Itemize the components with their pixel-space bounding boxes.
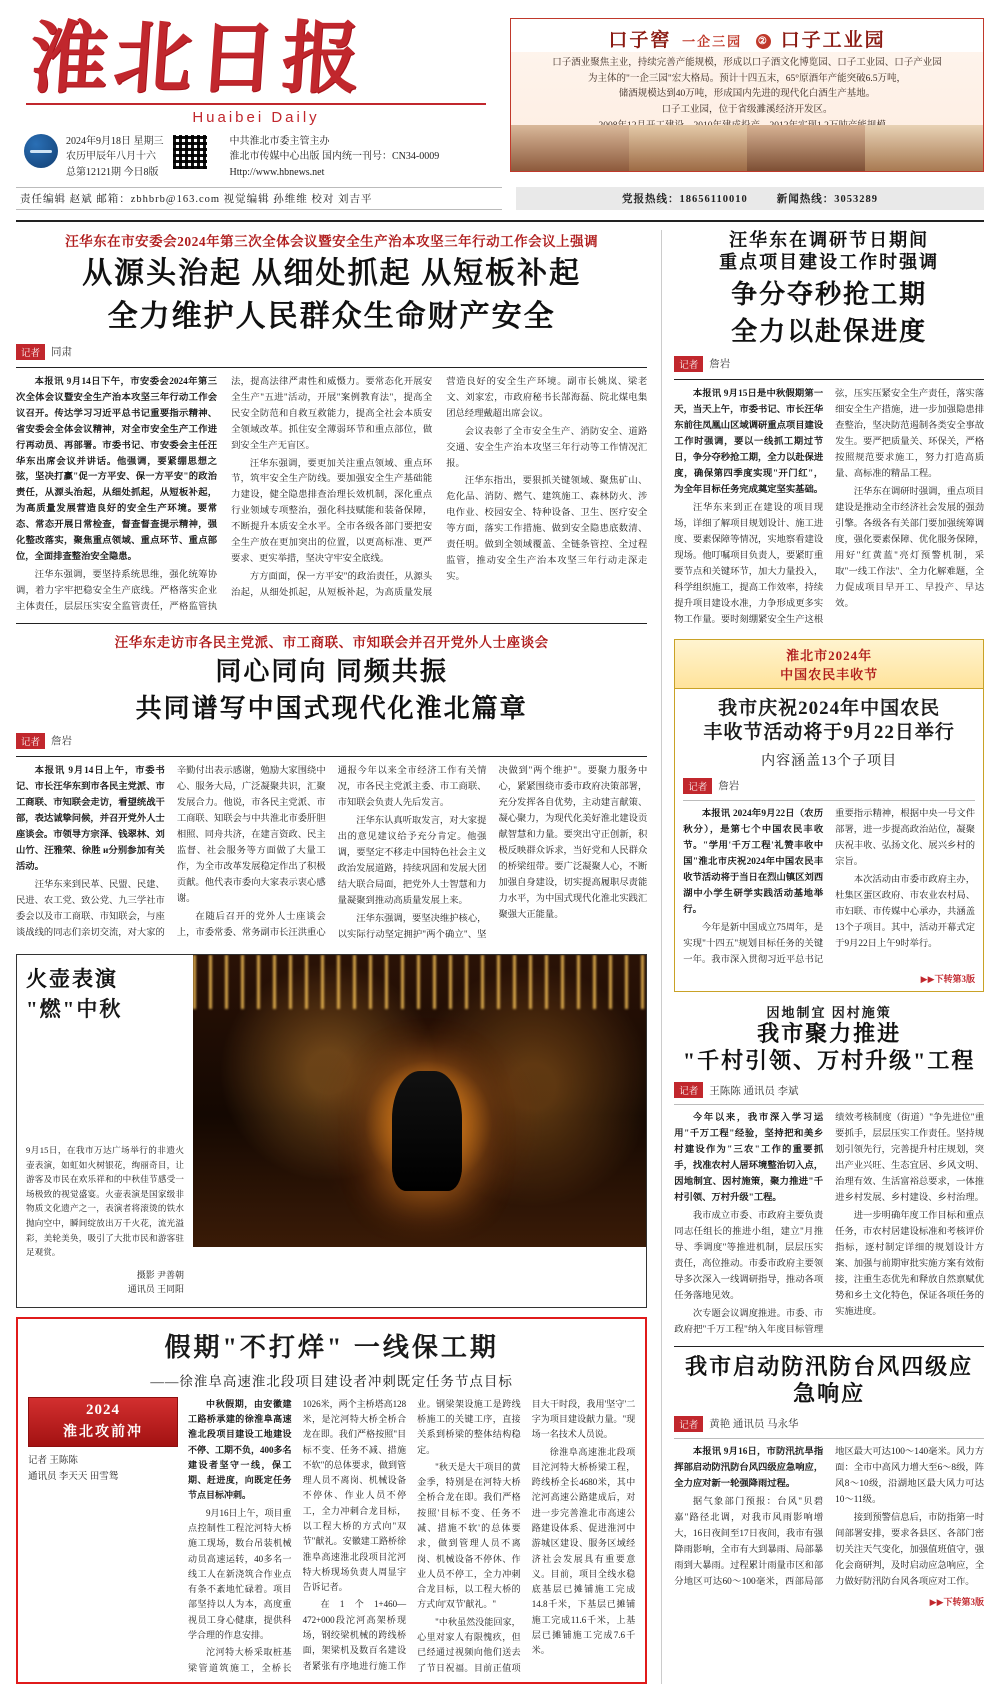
lead-headline-1: 从源头治起 从细处抓起 从短板补起	[82, 257, 582, 291]
right-story4-rule	[674, 1438, 984, 1439]
highlight-paragraph-6: "中秋虽然没能回家，心里对家人有限愧疚，但已经通过视频向他们送去了节日祝福。目前正值项目大干时段，我用'坚守'二字为项目建设献力量。"现场一名技术人员说。	[417, 1398, 636, 1673]
right-story4-paragraph-3: 接到预警信息后，市防指第一时间部署安排，要求各县区、各部门密切关注天气变化，加强值班值守，强化会商研判，及时启动应急响应，全力做好防汛防台风各项应对工作。	[835, 1512, 984, 1587]
festival-title-2: 丰收节活动将于9月22日举行	[703, 722, 955, 744]
qr-code-icon[interactable]	[172, 134, 208, 170]
right-story1-kicker-1: 汪华东在调研节日期间	[729, 230, 930, 251]
second-kicker: 汪华东走访市各民主党派、市工商联、市知联会并召开党外人士座谈会	[114, 635, 549, 651]
photo-corr-label: 通讯员	[127, 1284, 155, 1295]
right-story1-kicker-2: 重点项目建设工作时强调	[719, 252, 940, 273]
right-story1-rule	[674, 379, 984, 380]
right-story1-paragraph-1: 本报讯 9月15日是中秋假期第一天，当天上午，市委书记、市长汪华东前往凤凰山区域调研重点项目建设工作时强调，要以一线抓工期过节日，争分夺秒抢工期，全力以赴保进度，确保第四季度实现"开门红"，为全年目标任务完成奠定坚实基础。	[674, 388, 824, 495]
right-story1-headline-1: 争分夺秒抢工期	[731, 280, 928, 310]
party-hotline: 党报热线：18656110010	[622, 194, 748, 206]
highlight-box	[16, 1317, 647, 1684]
festival-body	[675, 689, 983, 991]
second-body	[16, 764, 647, 944]
lead-paragraph-2: 汪华东强调，要坚持系统思维，强化统筹协调，着力字牢把稳安全生产底线。严格落实企业主体责任，层层压实安全监管责任，严格监管执法，提高法律严肃性和威慑力。要常态化开展安全生产"五进"活动，开展"案例教育法"，提高全民安全防范和自救互救能力，提高全社会本质安全领域改革。抓住安全薄弱环节和重点部位，做到安全生产无盲区。	[16, 376, 433, 613]
ad-brand-left: 口子窖	[608, 30, 672, 51]
byline-correspondents: 通讯员 李天天 田雪鸳	[28, 1471, 119, 1482]
right-story3-kicker: 因地制宜 因村施策	[766, 1004, 892, 1020]
right-story3-byline	[674, 1082, 984, 1098]
photo-title-line-2: "燃"中秋	[26, 996, 123, 1021]
highlight-paragraph-2: 9月16日上午，项目重点控制性工程沱河特大桥施工现场，数台吊装机械动员高速运转，40多名一线工人在新浇筑合作业点有条不紊地忙碌着。项目部坚持以人为本，高度重视员工身心健康，提供科学合理的作息安排。	[188, 1507, 292, 1641]
festival-banner-line-2: 中国农民丰收节	[780, 666, 879, 682]
byline-name: 黄艳 通讯员 马永华	[709, 1419, 799, 1431]
highlight-subtitle: ——徐淮阜高速淮北段项目建设者冲刺既定任务节点目标	[150, 1373, 513, 1389]
ad-line-2: 为主体的"一企三园"宏大格局。预计十四五末，65°原酒年产能突破6.5万吨，	[588, 73, 906, 84]
second-headline-1: 同心同向 同频共振	[215, 657, 448, 687]
festival-rule	[683, 800, 975, 801]
right-story1-paragraph-3: 汪华东在调研时强调，重点项目建设是推动全市经济社会发展的强劲引擎。各级各有关部门要加强统筹调度，强化要素保障、优化服务保障，用好"红黄蓝"亮灯预警机制，采取"一线工作法"、全力化解难题，全力促成项目早开工、早投产、早达效。	[835, 486, 984, 609]
highlight-paragraph-5: "秋天是大干项目的黄金季，特别是在河特大桥全桥合龙在即。我们严格按照'目标不变、任务不减、措施不软'的总体要求，做到管理人员不离岗、机械设备不停休、作业人员不停工，全力冲刺合龙目标，以工程大桥的方式向'双节'献礼。"	[417, 1461, 521, 1610]
left-column	[16, 230, 647, 1684]
ad-photo-4	[865, 125, 983, 171]
ad-line-4: 口子工业园，位于省级濉溪经济开发区。	[661, 105, 833, 116]
highlight-byline	[28, 1453, 178, 1485]
right-story3-paragraph-3: 次专题会议调度推进。市委、市政府把"千万工程"纳入年度目标管理绩效考核制度（街道）"争先进位"重要抓手，层层压实工作责任。坚持规划引领先行，完善提升村庄规划，突出产业兴旺、生态宜居、乡风文明、治理有效、生活富裕总要求，一体推进乡村发展、乡村建设、乡村治理。	[674, 1113, 984, 1336]
right-story1-paragraph-2: 汪华东来到正在建设的项目现场，详细了解项目规划设计、施工进度、要素保障等情况，实地察看建设现场。他叮嘱项目负责人，要紧盯重要节点和关键环节，加大力量投入，科学组织施工，提高工作效率，持续提升项目建设水准，力争形成更多实物工作量。要时刻绷紧安全生产这根弦，压实压紧安全生产责任，落实落细安全生产措施，进一步加强隐患排查整治，坚决防范遏制各类安全事故发生。要严把质量关、环保关，严格按照规范要求施工，努力打造高质量、高标准的精品工程。	[674, 388, 984, 625]
byline-tag: 记者	[674, 356, 703, 372]
ad-photo-strip	[511, 125, 983, 171]
lead-paragraph-6: 汪华东指出，要狠抓关键领域、聚焦矿山、危化品、消防、燃气、建筑施工、森林防火、涉电作业、校园安全、特种设备、卫生、医疗安全等方面，落实工作措施、做到安全隐患底数清、责任明。做到全领域覆盖、全链条管控、全过程监管，推动安全生产治本攻坚三年行动走深走实。	[446, 476, 648, 583]
campaign-badge	[28, 1397, 178, 1447]
globe-icon	[24, 134, 58, 168]
highlight-body	[28, 1397, 635, 1676]
lead-paragraph-3: 汪华东强调，要更加关注重点领域、重点环节，筑牢安全生产防线。要加强安全生产基础能力建设，健全隐患排查治理长效机制，深化重点行业领域专项整治，强化科技赋能和装备保障，不断提升本质安全水平。全市各级各部门要把安全生产放在更加突出的位置，以更高标准、更严要求、更实举措，坚决守牢安全底线。	[231, 458, 433, 565]
right-story3-paragraph-1: 今年以来，我市深入学习运用"千万工程"经验，坚持把和美乡村建设作为"三农"工作的重要抓手，找准农村人居环境整治切入点，因地制宜、因村施策，聚力推进"千村引领、万村升级"工程。	[674, 1113, 824, 1204]
ad-brand-circle: ②	[756, 34, 771, 49]
lead-kicker: 汪华东在市安委会2024年第三次全体会议暨安全生产治本攻坚三年行动工作会议上强调	[65, 234, 599, 250]
photo-feature	[16, 954, 647, 1308]
festival-paragraph-2: 今年是新中国成立75周年，是实现"十四五"规划目标任务的关键一年。我市深入贯彻习近平总书记重要指示精神，根据中央一号文件部署，进一步提高政治站位，凝聚庆祝丰收、弘扬文化、展兴乡村的宗旨。	[683, 808, 975, 965]
ad-photo-3	[747, 125, 865, 171]
publisher-line-3: Http://www.hbnews.net	[229, 166, 325, 178]
photo-title-line-1: 火壶表演	[26, 966, 118, 991]
lead-body	[16, 375, 647, 617]
masthead-left	[16, 15, 496, 180]
right-story3-paragraph-4: 进一步明确年度工作目标和重点任务，市农村居建设标准和考核评价指标，逐村制定详细的规划设计方案、加强与前期审批实施方案有效衔接，注重生态优先和释放自然禀赋优势和乡土文化特色，保证各项任务的实施进度。	[835, 1211, 984, 1318]
masthead-advertisement	[510, 18, 984, 172]
lead-byline	[16, 344, 647, 360]
right-story3-rule	[674, 1104, 984, 1105]
highlight-text	[188, 1397, 635, 1676]
right-story3-body	[674, 1111, 984, 1339]
highlight-paragraph-4: 在1个1+460—472+000段沱河高架桥现场，钢绞梁机械的跨线桥面，架梁机及数百名建设者紧张有序地进行施工作业。钢梁架设施工是跨线桥施工的关键工序，直接关系到桥梁的整体结构稳定。	[302, 1398, 521, 1671]
second-paragraph-5: 汪华东强调，要坚决维护核心，以实际行动坚定拥护"两个确立"、坚决做到"两个维护"。要聚力服务中心，紧紧围绕市委市政府决策部署，充分发挥各自优势，主动建言献策、凝心聚力，为现代化美好淮北建设贡献智慧和力量。要突出守正创新，积极反映群众诉求，当好党和人民群众的桥梁纽带。要广泛凝聚人心，不断加强自身建设，切实提高履职尽责能力水平，为中国式现代化淮北实践汇聚强大正能量。	[337, 765, 648, 940]
festival-paragraph-1: 本报讯 2024年9月22日（农历秋分），是第七个中国农民丰收节。"学用'千万工程'礼赞丰收中国"淮北市庆祝2024年中国农民丰收节活动将于当日在烈山镇区刘西湖中小学生研学实践活动基地举行。	[683, 808, 824, 915]
lead-headline-2: 全力维护人民群众生命财产安全	[107, 299, 556, 333]
second-headline-2: 共同谱写中国式现代化淮北篇章	[135, 694, 528, 724]
photo-credit	[26, 1268, 184, 1297]
ad-photo-2	[629, 125, 747, 171]
right-story4-paragraph-2: 据气象部门预报：台风"贝碧嘉"路径北调，对我市风雨影响增大，16日夜间至17日夜间，我市有强降雨影响，全市有大到暴雨、局部暴雨到大暴雨。过程累计雨量市区和部分地区可达60～100毫米，西部局部地区最大可达100～140毫米。风力方面：全市中高风力增大至6～8级，阵风8～10级，沿湖地区最大风力可达10～11级。	[674, 1446, 984, 1587]
right-story4-top-rule	[674, 1346, 984, 1347]
festival-jump-line[interactable]: ▶▶下转第3版	[920, 973, 975, 984]
highlight-paragraph-3: 沱河特大桥采取桩基梁管道筑施工，全桥长1026米，两个主桥塔高128米，是沱河特大桥全桥合龙在即。我们严格按照"目标不变、任务不减、措施不软"的总体要求，做到管理人员不离岗、机械设备不停休、作业人员不停工，全力冲刺合龙目标，以工程大桥的方式向"双节"献礼。安徽建工路桥徐淮阜高速淮北段项目沱河特大桥现场负责人周显宇告诉记者。	[188, 1398, 407, 1673]
festival-text	[683, 807, 975, 969]
date-block	[66, 134, 164, 181]
right-column	[661, 230, 984, 1684]
right-story3-paragraph-2: 我市成立市委、市政府主要负责同志任组长的推进小组，建立"月推导、季调度"等推进机制，层层压实责任，高位推动。市委市政府主要领导多次深入一线调研指导，推动各项任务落地见效。	[674, 1211, 824, 1302]
campaign-year: 2024	[86, 1401, 120, 1418]
byline-tag: 记者	[28, 1455, 48, 1466]
right-story1-headline-2: 全力以赴保进度	[731, 317, 928, 347]
photo-credit-name: 尹善朝	[156, 1269, 184, 1280]
right-story4-headline: 我市启动防汛防台风四级应急响应	[685, 1354, 974, 1406]
right-story4-body	[674, 1445, 984, 1592]
campaign-slogan: 淮北攻前冲	[63, 1424, 143, 1440]
masthead-info	[16, 134, 496, 181]
date-line-2: 农历甲辰年八月十六	[66, 151, 156, 163]
second-paragraph-3: 在随后召开的党外人士座谈会上，市委常委、常务副市长汪洪重心通报今年以来全市经济工作有关情况，市各民主党派主委、市工商联、市知联会负责人先后发言。	[176, 765, 487, 938]
byline-name: 同肃	[51, 347, 73, 359]
ad-brand-mid: 一企三园	[682, 34, 743, 49]
newspaper-pinyin: Huaibei Daily	[192, 108, 320, 126]
festival-banner-line-1: 淮北市2024年	[786, 647, 873, 663]
festival-byline	[683, 778, 975, 794]
byline-name: 詹岩	[718, 781, 740, 793]
newspaper-title: 淮北日报	[26, 15, 370, 102]
highlight-left	[28, 1397, 178, 1676]
date-line-1: 2024年9月18日 星期三	[66, 135, 164, 147]
byline-tag: 记者	[16, 344, 45, 360]
festival-subtitle: 内容涵盖13个子项目	[761, 753, 898, 769]
ad-brand-right: 口子工业园	[780, 30, 886, 51]
ad-photo-1	[511, 125, 629, 171]
lead-paragraph-5: 会议表彰了全市安全生产、消防安全、道路交通、安全生产治本攻坚三年行动等工作情况汇报。	[446, 426, 648, 469]
second-paragraph-2: 汪华东来到民革、民盟、民建、民进、农工党、致公党、九三学社市委会以及市工商联、市知联会，与座谈战线的同志们亲切交流，对大家的辛勤付出表示感谢，勉励大家围绕中心、服务大局，广泛凝聚共识，汇聚发展合力。他说，市各民主党派、市工商联、知联会与中共淮北市委肝胆相照、同舟共济，在建言资政、民主监督、社会服务等方面做了大量工作，为全市改革发展稳定作出了积极贡献。他代表市委向大家表示衷心感谢。	[16, 765, 326, 938]
ad-line-1: 口子酒业聚焦主业，持续完善产能规模，形成以口子酒文化博览园、口子工业园、口子产业园	[552, 58, 942, 68]
byline-tag: 记者	[16, 733, 45, 749]
photo-credit-label: 摄影	[136, 1269, 155, 1280]
ad-header	[511, 19, 983, 52]
byline-tag: 记者	[674, 1416, 703, 1432]
byline-name: 王陈陈	[49, 1455, 78, 1466]
right-story1-byline	[674, 356, 984, 372]
staff-line: 责任编辑 赵斌 邮箱：zbhbrb@163.com 视觉编辑 孙维维 校对 刘吉平	[16, 187, 502, 210]
right-story4-jump-line[interactable]: ▶▶下转第3版	[929, 1596, 984, 1607]
lead-paragraph-1: 本报讯 9月14日下午，市安委会2024年第三次全体会议暨安全生产治本攻坚三年行动工作会议召开。传达学习习近平总书记重要指示精神、省安委会全体会议精神，对全市安全生产工作进行再动员、再部署。市委书记、市安委会主任汪华东出席会议并讲话。他强调，要紧绷思想之弦，坚决打赢"促一方平安、保一方平安"的政治责任，从源头治起，从细处抓起，从短板补起，为高质量发展营造良好的安全生产环境。要常态、常态开展日常检查，督查督查提示精神，强化整改落实，聚焦重点领域、重点环节、重点部位，全面排查整治安全隐患。	[16, 376, 218, 563]
publisher-block	[230, 134, 440, 181]
right-story3-headline-1: 我市聚力推进	[757, 1020, 902, 1046]
festival-title-1: 我市庆祝2024年中国农民	[718, 697, 941, 719]
right-story4-byline	[674, 1416, 984, 1432]
byline-name: 詹岩	[51, 736, 73, 748]
publisher-line-1: 中共淮北市委主管主办	[229, 135, 330, 147]
second-byline	[16, 733, 647, 749]
byline-name: 王陈陈 通讯员 李斌	[709, 1085, 799, 1097]
second-rule	[16, 756, 647, 757]
fire-pot-performance-photo	[193, 955, 646, 1247]
story2-top-rule	[16, 623, 647, 624]
highlight-paragraph-1: 中秋假期，由安徽建工路桥承建的徐淮阜高速淮北段项目建设工地建设不停、工期不负，400多名建设者坚守一线，保工期、赶进度，向既定任务节点目标冲刺。	[188, 1398, 292, 1501]
date-line-3: 总第12121期 今日8版	[66, 166, 159, 178]
main-content	[16, 230, 984, 1684]
news-hotline: 新闻热线：3053289	[776, 194, 878, 206]
publisher-line-2: 淮北市传媒中心出版 国内统一刊号：CN34-0009	[229, 151, 440, 163]
photo-caption-text: 9月15日，在我市万达广场举行的非遗火壶表演，如虹如火树银花，绚丽奇目，让游客及市民在欢乐祥和的中秋佳节感受一场极致的视觉盛宴。火壶表演是国家级非物质文化遗产之一，表演者将滚烫的铁水抛向空中，瞬间绽放出万千火花，流光溢彩，美轮美奂，吸引了大批市民和游客驻足观赏。	[26, 1144, 184, 1258]
ad-box[interactable]	[510, 18, 984, 172]
byline-tag: 记者	[683, 778, 712, 794]
right-story1-body	[674, 387, 984, 629]
right-story3-headline-2: "千村引领、万村升级"工程	[682, 1047, 976, 1073]
harvest-festival-banner	[675, 640, 983, 689]
byline-name: 詹岩	[709, 359, 731, 371]
hotline-bar	[16, 187, 984, 210]
title-rule	[26, 103, 486, 105]
second-paragraph-4: 汪华东认真听取发言，对大家提出的意见建议给予充分肯定。他强调，要坚定不移走中国特色社会主义政治发展道路，持续巩固和发展大团结大联合局面，把党外人士智慧和力量凝聚到推动高质量发展上来。	[337, 815, 487, 906]
highlight-paragraph-7: 徐淮阜高速淮北段项目沱河特大桥桥梁工程，跨线桥全长4680米，其中沱河高速公路建成后，对进一步完善淮北市高速公路建设体系、促进淮河中游城区建设、服务区域经济社会发展具有重要意义。目前，项目全线水稳底基层已摊铺施工完成14.8千米，下基层已摊铺施工完成11.6千米，上基层已摊铺施工完成7.6千米。	[531, 1446, 636, 1656]
hotline-numbers	[516, 187, 984, 210]
highlight-title: 假期"不打烊" 一线保工期	[164, 1332, 499, 1362]
photo-corr-name: 王同阳	[156, 1284, 184, 1295]
harvest-festival-box	[674, 639, 984, 992]
right-story4-paragraph-1: 本报讯 9月16日，市防汛抗旱指挥部启动防汛防台风四级应急响应，全力应对新一轮强降雨过程。	[674, 1446, 824, 1489]
masthead-divider	[16, 220, 984, 222]
ad-brand	[608, 25, 885, 52]
byline-tag: 记者	[674, 1082, 703, 1098]
festival-paragraph-3: 本次活动由市委市政府主办，杜集区蛋区政府、市农业农村局、市妇联、市传媒中心承办，共涵盖13个子项目。其中，活动开幕式定于9月22日上午9时举行。	[835, 874, 975, 949]
photo-caption-block	[17, 955, 193, 1307]
second-paragraph-1: 本报讯 9月14日上午，市委书记、市长汪华东到市各民主党派、市工商联、市知联会走访，看望统战干部，表达诚挚问候，并召开党外人士座谈会。市领导方宗泽、钱翠林、刘山竹、汪雅荣、徐胜 и分别参加有关活动。	[16, 765, 165, 872]
ad-line-3: 储酒规模达到40万吨，形成国内先进的现代化白酒生产基地。	[618, 89, 876, 100]
lead-paragraph-4: 方方面面，保一方平安"的政治责任，从源头治起，从细处抓起，从短板补起，为高质量发展营造良好的安全生产环境。副市长姚岚、梁老文、刘家宏，市政府秘书长郜海磊、院北煤电集团总经理戴超出席会议。	[231, 376, 648, 599]
lead-rule	[16, 367, 647, 368]
masthead	[16, 0, 984, 180]
